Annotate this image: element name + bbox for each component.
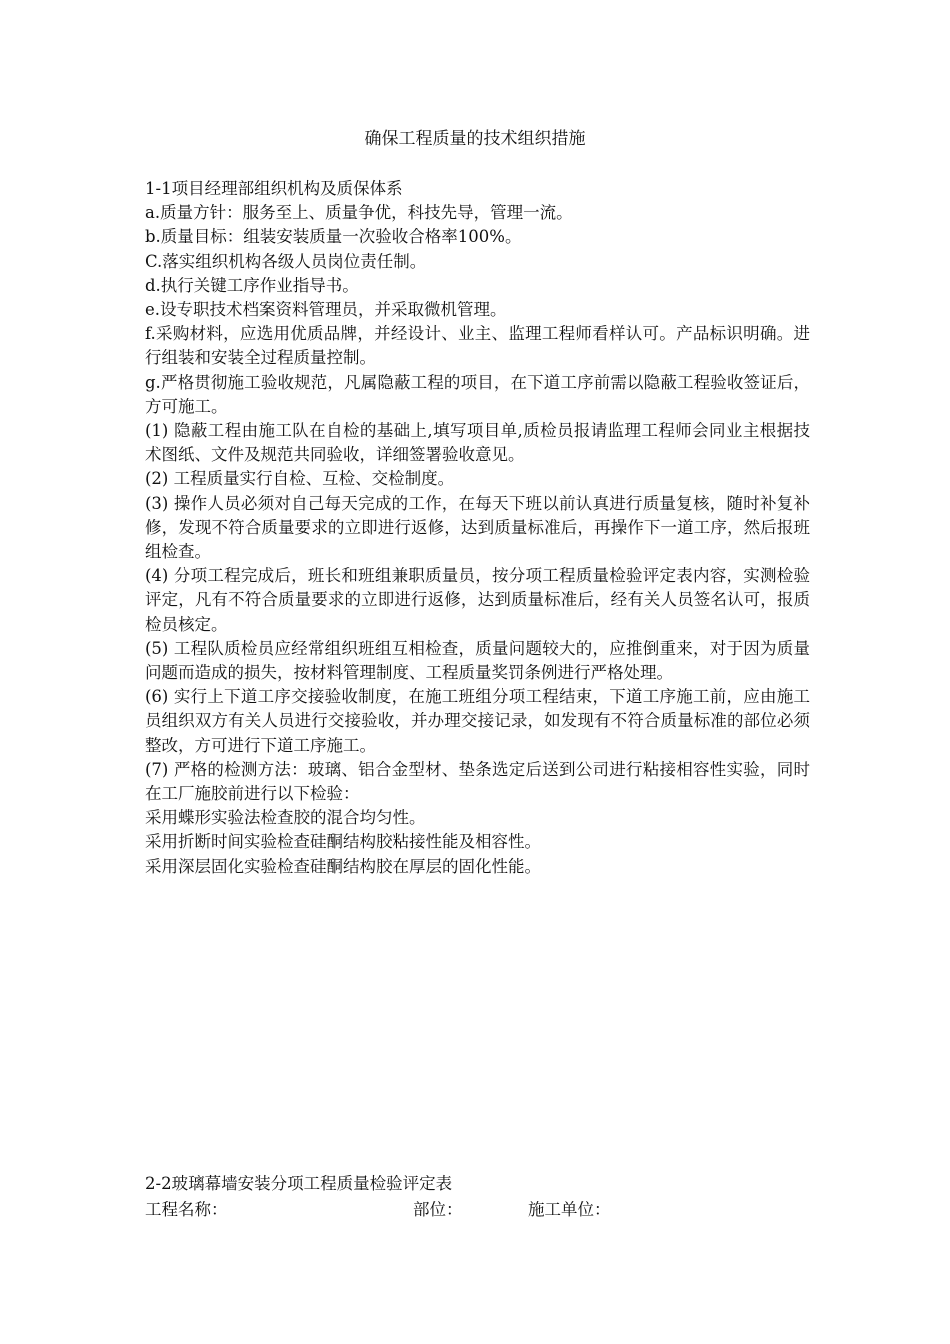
paragraph: (5) 工程队质检员应经常组织班组互相检查，质量问题较大的，应推倒重来，对于因为质量问题而造成的损失，按材料管理制度、工程质量奖罚条例进行严格处理。 [145, 638, 810, 683]
project-name-label: 工程名称： [145, 1200, 228, 1219]
paragraph: (6) 实行上下道工序交接验收制度，在施工班组分项工程结束，下道工序施工前，应由施工员组织双方有关人员进行交接验收，并办理交接记录，如发现有不符合质量标准的部位必须整改，方可进行下道工序施工。 [145, 687, 810, 755]
construction-unit-label: 施工单位： [528, 1200, 611, 1219]
paragraph: (1) 隐蔽工程由施工队在自检的基础上,填写项目单,质检员报请监理工程师会同业主根据技术图纸、文件及规范共同验收，详细签署验收意见。 [145, 421, 810, 465]
part-label: 部位： [413, 1200, 463, 1219]
paragraph: 采用折断时间实验检查硅酮结构胶粘接性能及相容性。 [145, 832, 541, 852]
paragraph: (4) 分项工程完成后，班长和班组兼职质量员，按分项工程质量检验评定表内容，实测检验评定，凡有不符合质量要求的立即进行返修，达到质量标准后，经有关人员签名认可，报质检员核定。 [145, 566, 810, 634]
paragraph: g.严格贯彻施工验收规范，凡属隐蔽工程的项目，在下道工序前需以隐蔽工程验收签证后，方可施工。 [145, 372, 810, 416]
paragraph: 采用蝶形实验法检查胶的混合均匀性。 [145, 808, 426, 828]
document-body [145, 177, 810, 879]
paragraph: (3) 操作人员必须对自己每天完成的工作，在每天下班以前认真进行质量复核，随时补复补修，发现不符合质量要求的立即进行返修，达到质量标准后，再操作下一道工序，然后报班组检查。 [145, 493, 810, 562]
paragraph: f.采购材料，应选用优质品牌，并经设计、业主、监理工程师看样认可。产品标识明确。进行组装和安装全过程质量控制。 [145, 324, 810, 368]
paragraph: (2) 工程质量实行自检、互检、交检制度。 [145, 469, 455, 489]
document-title: 确保工程质量的技术组织措施 [364, 129, 586, 149]
paragraph: e.设专职技术档案资料管理员，并采取微机管理。 [145, 300, 507, 320]
section-heading: 1-1项目经理部组织机构及质保体系 [145, 179, 403, 198]
paragraph: b.质量目标：组装安装质量一次验收合格率100%。 [145, 227, 522, 247]
paragraph: C.落实组织机构各级人员岗位责任制。 [145, 251, 427, 271]
paragraph: a.质量方针：服务至上、质量争优，科技先导，管理一流。 [145, 203, 573, 223]
section-heading: 2-2玻璃幕墙安装分项工程质量检验评定表 [145, 1174, 453, 1193]
evaluation-form-section [145, 1171, 810, 1223]
paragraph: (7) 严格的检测方法：玻璃、铝合金型材、垫条选定后送到公司进行粘接相容性实验，同时在工厂施胶前进行以下检验： [145, 759, 810, 804]
paragraph: 采用深层固化实验检查硅酮结构胶在厚层的固化性能。 [145, 856, 541, 876]
paragraph: d.执行关键工序作业指导书。 [145, 275, 359, 295]
form-header-line [145, 1197, 810, 1223]
